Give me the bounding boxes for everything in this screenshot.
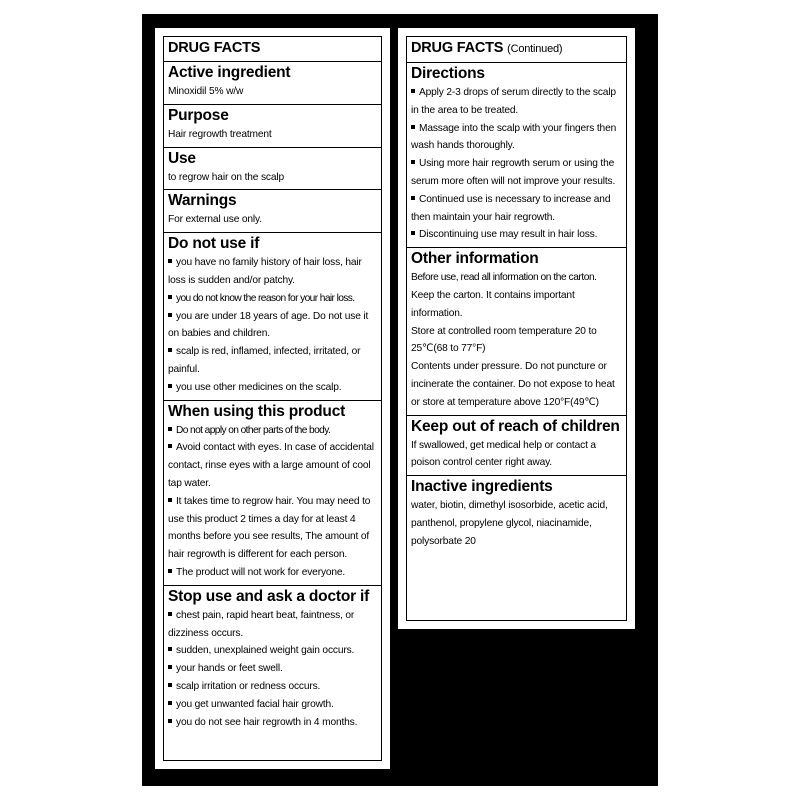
section-use [164,148,381,191]
section-title: Keep out of reach of children [411,417,620,435]
list-item: you are under 18 years of age. Do not use it on babies and children. [168,310,369,340]
section-title: Directions [411,65,485,82]
bullet-icon [168,259,172,263]
bullet-icon [411,160,415,164]
bullet-icon [168,683,172,687]
list-item: It takes time to regrow hair. You may need to use this product 2 times a day for at least 4 months before you see results, The amount of hair regrowth is different for each person. [168,495,371,561]
section-text: For external use only. [168,214,262,226]
list-item: Continued use is necessary to increase and then maintain your hair regrowth. [411,193,611,223]
section-text: Minoxidil 5% w/w [168,86,244,97]
bullet-icon [168,569,172,573]
section-line: Before use, read all information on the carton. [411,272,597,284]
list-item: you do not know the reason for your hair loss. [168,290,377,308]
list-item: you get unwanted facial hair growth. [168,696,377,714]
list-item: Do not apply on other parts of the body. [168,422,377,440]
list-item: Apply 2-3 drops of serum directly to the scalp in the area to be treated. [411,87,616,116]
section-title: When using this product [168,402,346,420]
drug-facts-panel-right [398,28,635,629]
list-item: Using more hair regrowth serum or using the serum more often will not improve your results. [411,158,616,187]
bullet-icon [411,196,415,200]
section-active-ingredient [164,62,381,105]
drug-facts-title: DRUG FACTS (Continued) [411,40,563,56]
bullet-icon [168,612,172,616]
bullet-icon [168,647,172,651]
section-title: Warnings [168,192,237,210]
bullet-icon [168,427,172,431]
section-text: water, biotin, dimethyl isosorbide, acetic acid, panthenol, propylene glycol, niacinamide, polysorbate 20 [411,500,608,547]
drug-facts-frame-right [406,36,627,621]
drug-facts-panel-left [155,28,390,769]
section-other-information [407,248,626,415]
section-purpose [164,105,381,148]
section-line: Store at controlled room temperature 20 to 25℃(68 to 77°F) [411,325,597,355]
section-do-not-use [164,233,381,400]
bullet-icon [168,701,172,705]
continued-label: (Continued) [507,43,563,55]
list-item: sudden, unexplained weight gain occurs. [168,642,377,660]
bullet-icon [168,348,172,352]
list-item: chest pain, rapid heart beat, faintness, or dizziness occurs. [168,609,355,639]
list-item: The product will not work for everyone. [168,564,377,582]
section-directions [407,63,626,248]
bullet-icon [168,444,172,448]
drug-facts-title: DRUG FACTS [168,40,261,56]
list-item: scalp is red, inflamed, infected, irritated, or painful. [168,346,361,375]
bullet-icon [168,313,172,317]
bullet-icon [168,295,172,299]
section-warnings [164,190,381,233]
bullet-icon [411,125,415,129]
list-item: scalp irritation or redness occurs. [168,678,377,696]
section-title: Other information [411,250,539,268]
bullet-icon [411,231,415,235]
section-line: Keep the carton. It contains important information. [411,289,575,319]
bullet-icon [168,498,172,502]
section-title: Inactive ingredients [411,478,553,496]
drug-facts-header-continued [407,37,626,63]
bullet-list [168,607,377,732]
bullet-icon [411,89,415,93]
list-item: Discontinuing use may result in hair loss. [411,226,622,244]
section-title: Active ingredient [168,64,291,81]
list-item: you use other medicines on the scalp. [168,379,377,397]
section-keep-out-of-reach [407,416,626,477]
section-title: Use [168,149,196,167]
bullet-icon [168,384,172,388]
drug-facts-header [164,37,381,62]
section-text: Hair regrowth treatment [168,128,272,140]
section-line: Contents under pressure. Do not puncture or incinerate the container. Do not expose to heat or store at temperature above 120°F(49℃) [411,361,615,408]
list-item: you have no family history of hair loss, hair loss is sudden and/or patchy. [168,257,362,286]
section-stop-use [164,586,381,735]
bullet-icon [168,719,172,723]
section-when-using [164,401,381,586]
list-item: you do not see hair regrowth in 4 months. [168,714,377,732]
section-inactive-ingredients [407,476,626,553]
bullet-list [411,84,622,244]
list-item: Avoid contact with eyes. In case of accidental contact, rinse eyes with a large amount of cool tap water. [168,442,374,489]
drug-facts-frame-left [163,36,382,761]
section-title: Stop use and ask a doctor if [168,587,370,605]
bullet-list [168,254,377,396]
list-item: your hands or feet swell. [168,660,377,678]
section-title: Purpose [168,106,229,124]
section-text: If swallowed, get medical help or contact a poison control center right away. [411,439,596,469]
bullet-icon [168,665,172,669]
list-item: Massage into the scalp with your fingers then wash hands thoroughly. [411,122,617,152]
section-text: to regrow hair on the scalp [168,171,285,183]
section-title: Do not use if [168,235,260,253]
bullet-list [168,422,377,582]
